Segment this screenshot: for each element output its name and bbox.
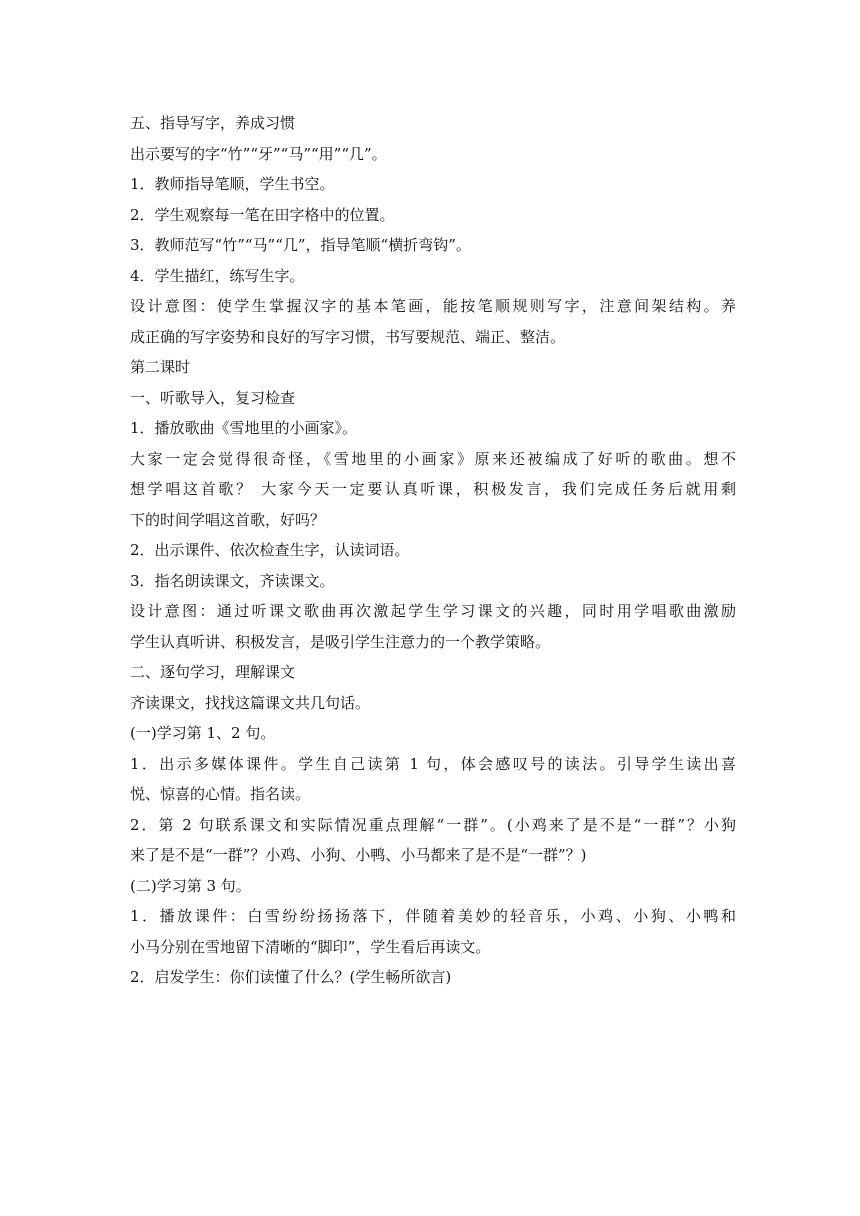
paragraph	[130, 688, 736, 719]
paragraph	[130, 169, 736, 200]
text-line: 2．启发学生：你们读懂了什么？(学生畅所欲言)	[130, 968, 452, 986]
text-line: 大家一定会觉得很奇怪，《雪地里的小画家》原来还被编成了好听的歌曲。想不	[130, 449, 736, 468]
paragraph	[130, 139, 736, 170]
text-line: 齐读课文，找找这篇课文共几句话。	[130, 693, 371, 712]
paragraph	[130, 291, 736, 352]
paragraph	[130, 444, 736, 536]
paragraph	[130, 749, 736, 810]
paragraph	[130, 230, 736, 261]
text-line: 1．教师指导笔顺，学生书空。	[130, 175, 335, 193]
text-line: 五、指导写字，养成习惯	[130, 114, 296, 132]
text-line: 设计意图：通过听课文歌曲再次激起学生学习课文的兴趣，同时用学唱歌曲激励	[130, 602, 736, 620]
paragraph	[130, 901, 736, 962]
text-line: 2．学生观察每一笔在田字格中的位置。	[130, 205, 395, 224]
text-line: 设计意图：使学生掌握汉字的基本笔画，能按笔顺规则写字，注意间架结构。养	[130, 297, 736, 315]
paragraph	[130, 718, 736, 749]
paragraph	[130, 413, 736, 444]
text-line: 小马分别在雪地留下清晰的“脚印”，学生看后再读文。	[130, 937, 491, 956]
text-line: 成正确的写字姿势和良好的写字习惯，书写要规范、端正、整洁。	[130, 327, 566, 346]
paragraph	[130, 962, 736, 993]
text-line: 想学唱这首歌？ 大家今天一定要认真听课，积极发言，我们完成任务后就用剩	[130, 480, 736, 498]
text-line: 2．第 2 句联系课文和实际情况重点理解“一群”。(小鸡来了是不是“一群”？小狗	[130, 815, 736, 834]
text-line: 4．学生描红，练写生字。	[130, 266, 305, 285]
paragraph	[130, 810, 736, 871]
paragraph	[130, 535, 736, 566]
text-line: 来了是不是“一群”？小鸡、小狗、小鸭、小马都来了是不是“一群”？)	[130, 846, 587, 864]
text-line: 2．出示课件、依次检查生字，认读词语。	[130, 541, 410, 559]
text-line: 二、逐句学习，理解课文	[130, 663, 296, 681]
text-line: 3．指名朗读课文，齐读课文。	[130, 571, 335, 590]
paragraph	[130, 200, 736, 231]
text-line: 1．播放歌曲《雪地里的小画家》。	[130, 419, 358, 437]
paragraph	[130, 566, 736, 597]
paragraph	[130, 108, 736, 139]
paragraph	[130, 657, 736, 688]
text-line: (二)学习第 3 句。	[130, 876, 251, 895]
text-line: 出示要写的字“竹”“牙”“马”“用”“几”。	[130, 144, 387, 163]
text-line: 一、听歌导入，复习检查	[130, 388, 296, 407]
paragraph	[130, 261, 736, 292]
paragraph	[130, 871, 736, 902]
text-line: 悦、惊喜的心情。指名读。	[130, 785, 311, 803]
text-line: 1．出示多媒体课件。学生自己读第 1 句，体会感叹号的读法。引导学生读出喜	[130, 754, 736, 773]
text-line: 第二课时	[130, 358, 191, 376]
document-page	[130, 108, 736, 993]
text-line: 3．教师范写“竹”“马”“几”，指导笔顺“横折弯钩”。	[130, 236, 471, 254]
text-line: (一)学习第 1、2 句。	[130, 724, 276, 742]
paragraph	[130, 596, 736, 657]
text-line: 下的时间学唱这首歌，好吗？	[130, 510, 326, 529]
text-line: 1．播放课件：白雪纷纷扬扬落下，伴随着美妙的轻音乐，小鸡、小狗、小鸭和	[130, 907, 736, 925]
paragraph	[130, 383, 736, 414]
paragraph	[130, 352, 736, 383]
text-line: 学生认真听讲、积极发言，是吸引学生注意力的一个教学策略。	[130, 632, 551, 651]
